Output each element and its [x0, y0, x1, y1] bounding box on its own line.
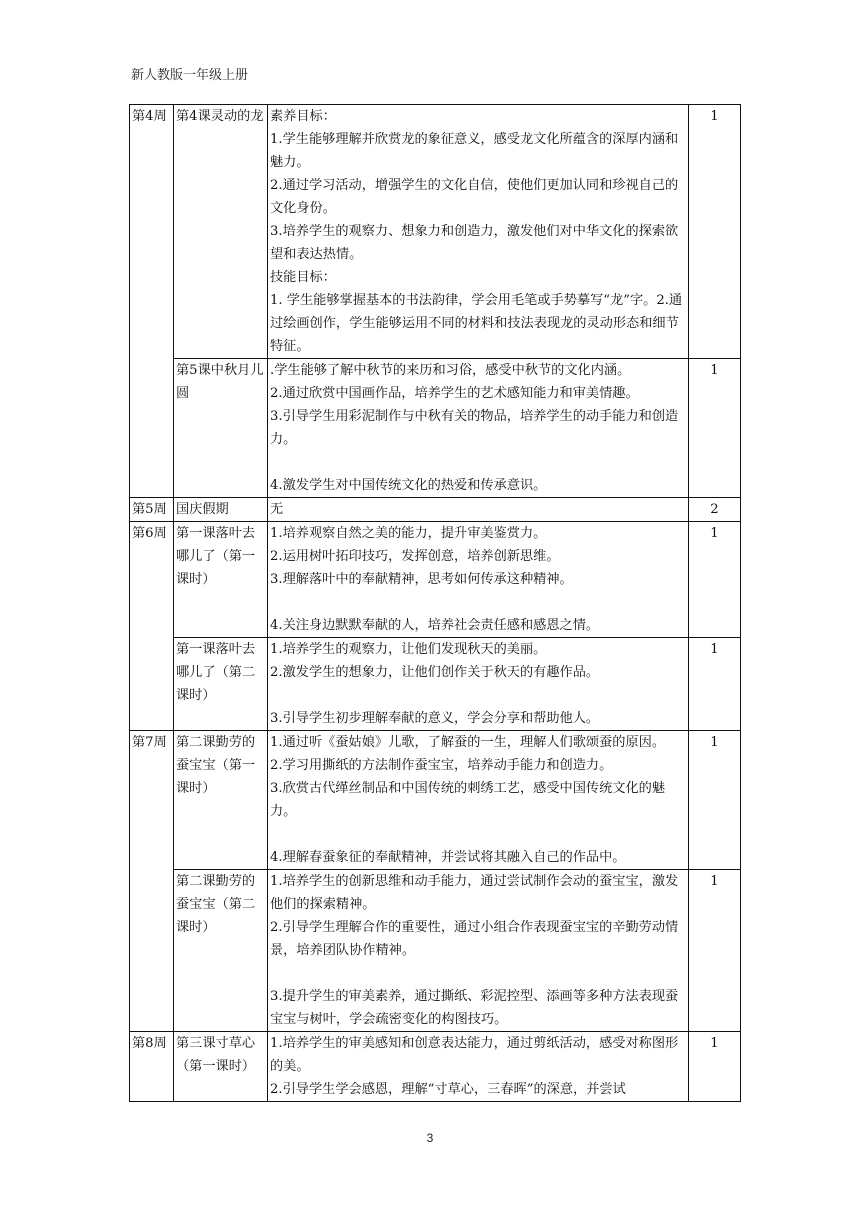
goal-line	[270, 451, 686, 474]
goal-line: 2.学习用撕纸的方法制作蚕宝宝，培养动手能力和创造力。	[270, 758, 613, 773]
goal-line: .学生能够了解中秋节的来历和习俗，感受中秋节的文化内涵。	[270, 363, 631, 378]
table-row	[130, 731, 741, 870]
goal-line: 1.通过听《蚕姑娘》儿歌，了解蚕的一生，理解人们歌颂蚕的原因。	[270, 735, 666, 750]
lesson-cell: 第二课勤劳的蚕宝宝（第二课时）	[174, 870, 268, 1032]
week-cell: 第8周	[130, 1032, 174, 1102]
goals-cell	[268, 498, 689, 522]
goals-cell	[268, 870, 689, 1032]
goal-line: 4.理解春蚕象征的奉献精神，并尝试将其融入自己的作品中。	[270, 850, 626, 865]
goal-line: 2.引导学生理解合作的重要性，通过小组合作表现蚕宝宝的辛勤劳动情景，培养团队协作精神。	[270, 920, 679, 958]
week-cell: 第5周	[130, 498, 174, 522]
goal-line: 2.通过学习活动，增强学生的文化自信，使他们更加认同和珍视自己的文化身份。	[270, 178, 679, 216]
hours-cell: 2	[689, 498, 741, 522]
goal-line: 3.培养学生的观察力、想象力和创造力，激发他们对中华文化的探索欲望和表达热情。	[270, 224, 679, 262]
lesson-cell: 国庆假期	[174, 498, 268, 522]
goal-line: 素养目标：	[270, 109, 336, 124]
hours-cell: 1	[689, 359, 741, 498]
goal-line: 1.培养学生的创新思维和动手能力，通过尝试制作会动的蚕宝宝，激发他们的探索精神。	[270, 874, 679, 912]
goal-line	[270, 823, 686, 846]
goal-line: 2.激发学生的想象力，让他们创作关于秋天的有趣作品。	[270, 665, 600, 680]
goal-line: 2.引导学生学会感恩，理解“寸草心，三春晖”的深意，并尝试	[270, 1082, 626, 1097]
goals-cell	[268, 638, 689, 731]
lesson-cell: 第5课中秋月儿圆	[174, 359, 268, 498]
week-cell: 第6周	[130, 522, 174, 731]
lesson-cell: 第4课灵动的龙	[174, 105, 268, 359]
goal-line: 1.培养学生的观察力，让他们发现秋天的美丽。	[270, 642, 547, 657]
goal-line: 无	[270, 502, 284, 517]
goals-cell	[268, 1032, 689, 1102]
goal-line	[270, 591, 686, 614]
hours-cell: 1	[689, 1032, 741, 1102]
hours-cell: 1	[689, 731, 741, 870]
goal-line: 1.培养学生的审美感知和创意表达能力，通过剪纸活动，感受对称图形的美。	[270, 1036, 679, 1074]
week-cell: 第7周	[130, 731, 174, 1032]
table-row	[130, 105, 741, 359]
goals-cell	[268, 105, 689, 359]
table-row	[130, 1032, 741, 1102]
goal-line: 3.提升学生的审美素养，通过撕纸、彩泥控型、添画等多种方法表现蚕宝宝与树叶，学会疏密变化的构图技巧。	[270, 989, 679, 1027]
teaching-plan-table	[129, 104, 741, 1102]
goal-line	[270, 962, 686, 985]
goal-line: 技能目标：	[270, 270, 336, 285]
table-row	[130, 870, 741, 1032]
document-header: 新人教版一年级上册	[131, 68, 249, 83]
lesson-cell: 第一课落叶去哪儿了（第一课时）	[174, 522, 268, 638]
lesson-cell: 第二课勤劳的蚕宝宝（第一课时）	[174, 731, 268, 870]
goals-cell	[268, 359, 689, 498]
page-number: 3	[426, 1131, 434, 1145]
hours-cell: 1	[689, 638, 741, 731]
goal-line: 2.通过欣赏中国画作品，培养学生的艺术感知能力和审美情趣。	[270, 386, 639, 401]
lesson-cell: 第一课落叶去哪儿了（第二课时）	[174, 638, 268, 731]
goals-cell	[268, 731, 689, 870]
goal-line: 1.学生能够理解并欣赏龙的象征意义，感受龙文化所蕴含的深厚内涵和魅力。	[270, 132, 679, 170]
goal-line: 1.培养观察自然之美的能力，提升审美鉴赏力。	[270, 526, 547, 541]
goal-line: 3.欣赏古代缂丝制品和中国传统的刺绣工艺，感受中国传统文化的魅力。	[270, 781, 666, 819]
goal-line: 1. 学生能够掌握基本的书法韵律，学会用毛笔或手势摹写“龙”字。2.通过绘画创作，学生能够运用不同的材料和技法表现龙的灵动形态和细节特征。	[270, 293, 683, 354]
hours-cell: 1	[689, 870, 741, 1032]
table-row	[130, 359, 741, 498]
goal-line: 3.引导学生用彩泥制作与中秋有关的物品，培养学生的动手能力和创造力。	[270, 409, 679, 447]
goal-line: 2.运用树叶拓印技巧，发挥创意，培养创新思维。	[270, 549, 560, 564]
goal-line: 3.引导学生初步理解奉献的意义，学会分享和帮助他人。	[270, 711, 600, 726]
goals-cell	[268, 522, 689, 638]
goal-line: 4.关注身边默默奉献的人，培养社会责任感和感恩之情。	[270, 618, 600, 633]
hours-cell: 1	[689, 522, 741, 638]
week-cell: 第4周	[130, 105, 174, 498]
table-row	[130, 522, 741, 638]
goal-line: 3.理解落叶中的奉献精神，思考如何传承这种精神。	[270, 572, 573, 587]
goal-line	[270, 684, 686, 707]
table-row	[130, 498, 741, 522]
hours-cell: 1	[689, 105, 741, 359]
table-row	[130, 638, 741, 731]
lesson-cell: 第三课寸草心（第一课时）	[174, 1032, 268, 1102]
goal-line: 4.激发学生对中国传统文化的热爱和传承意识。	[270, 478, 547, 493]
